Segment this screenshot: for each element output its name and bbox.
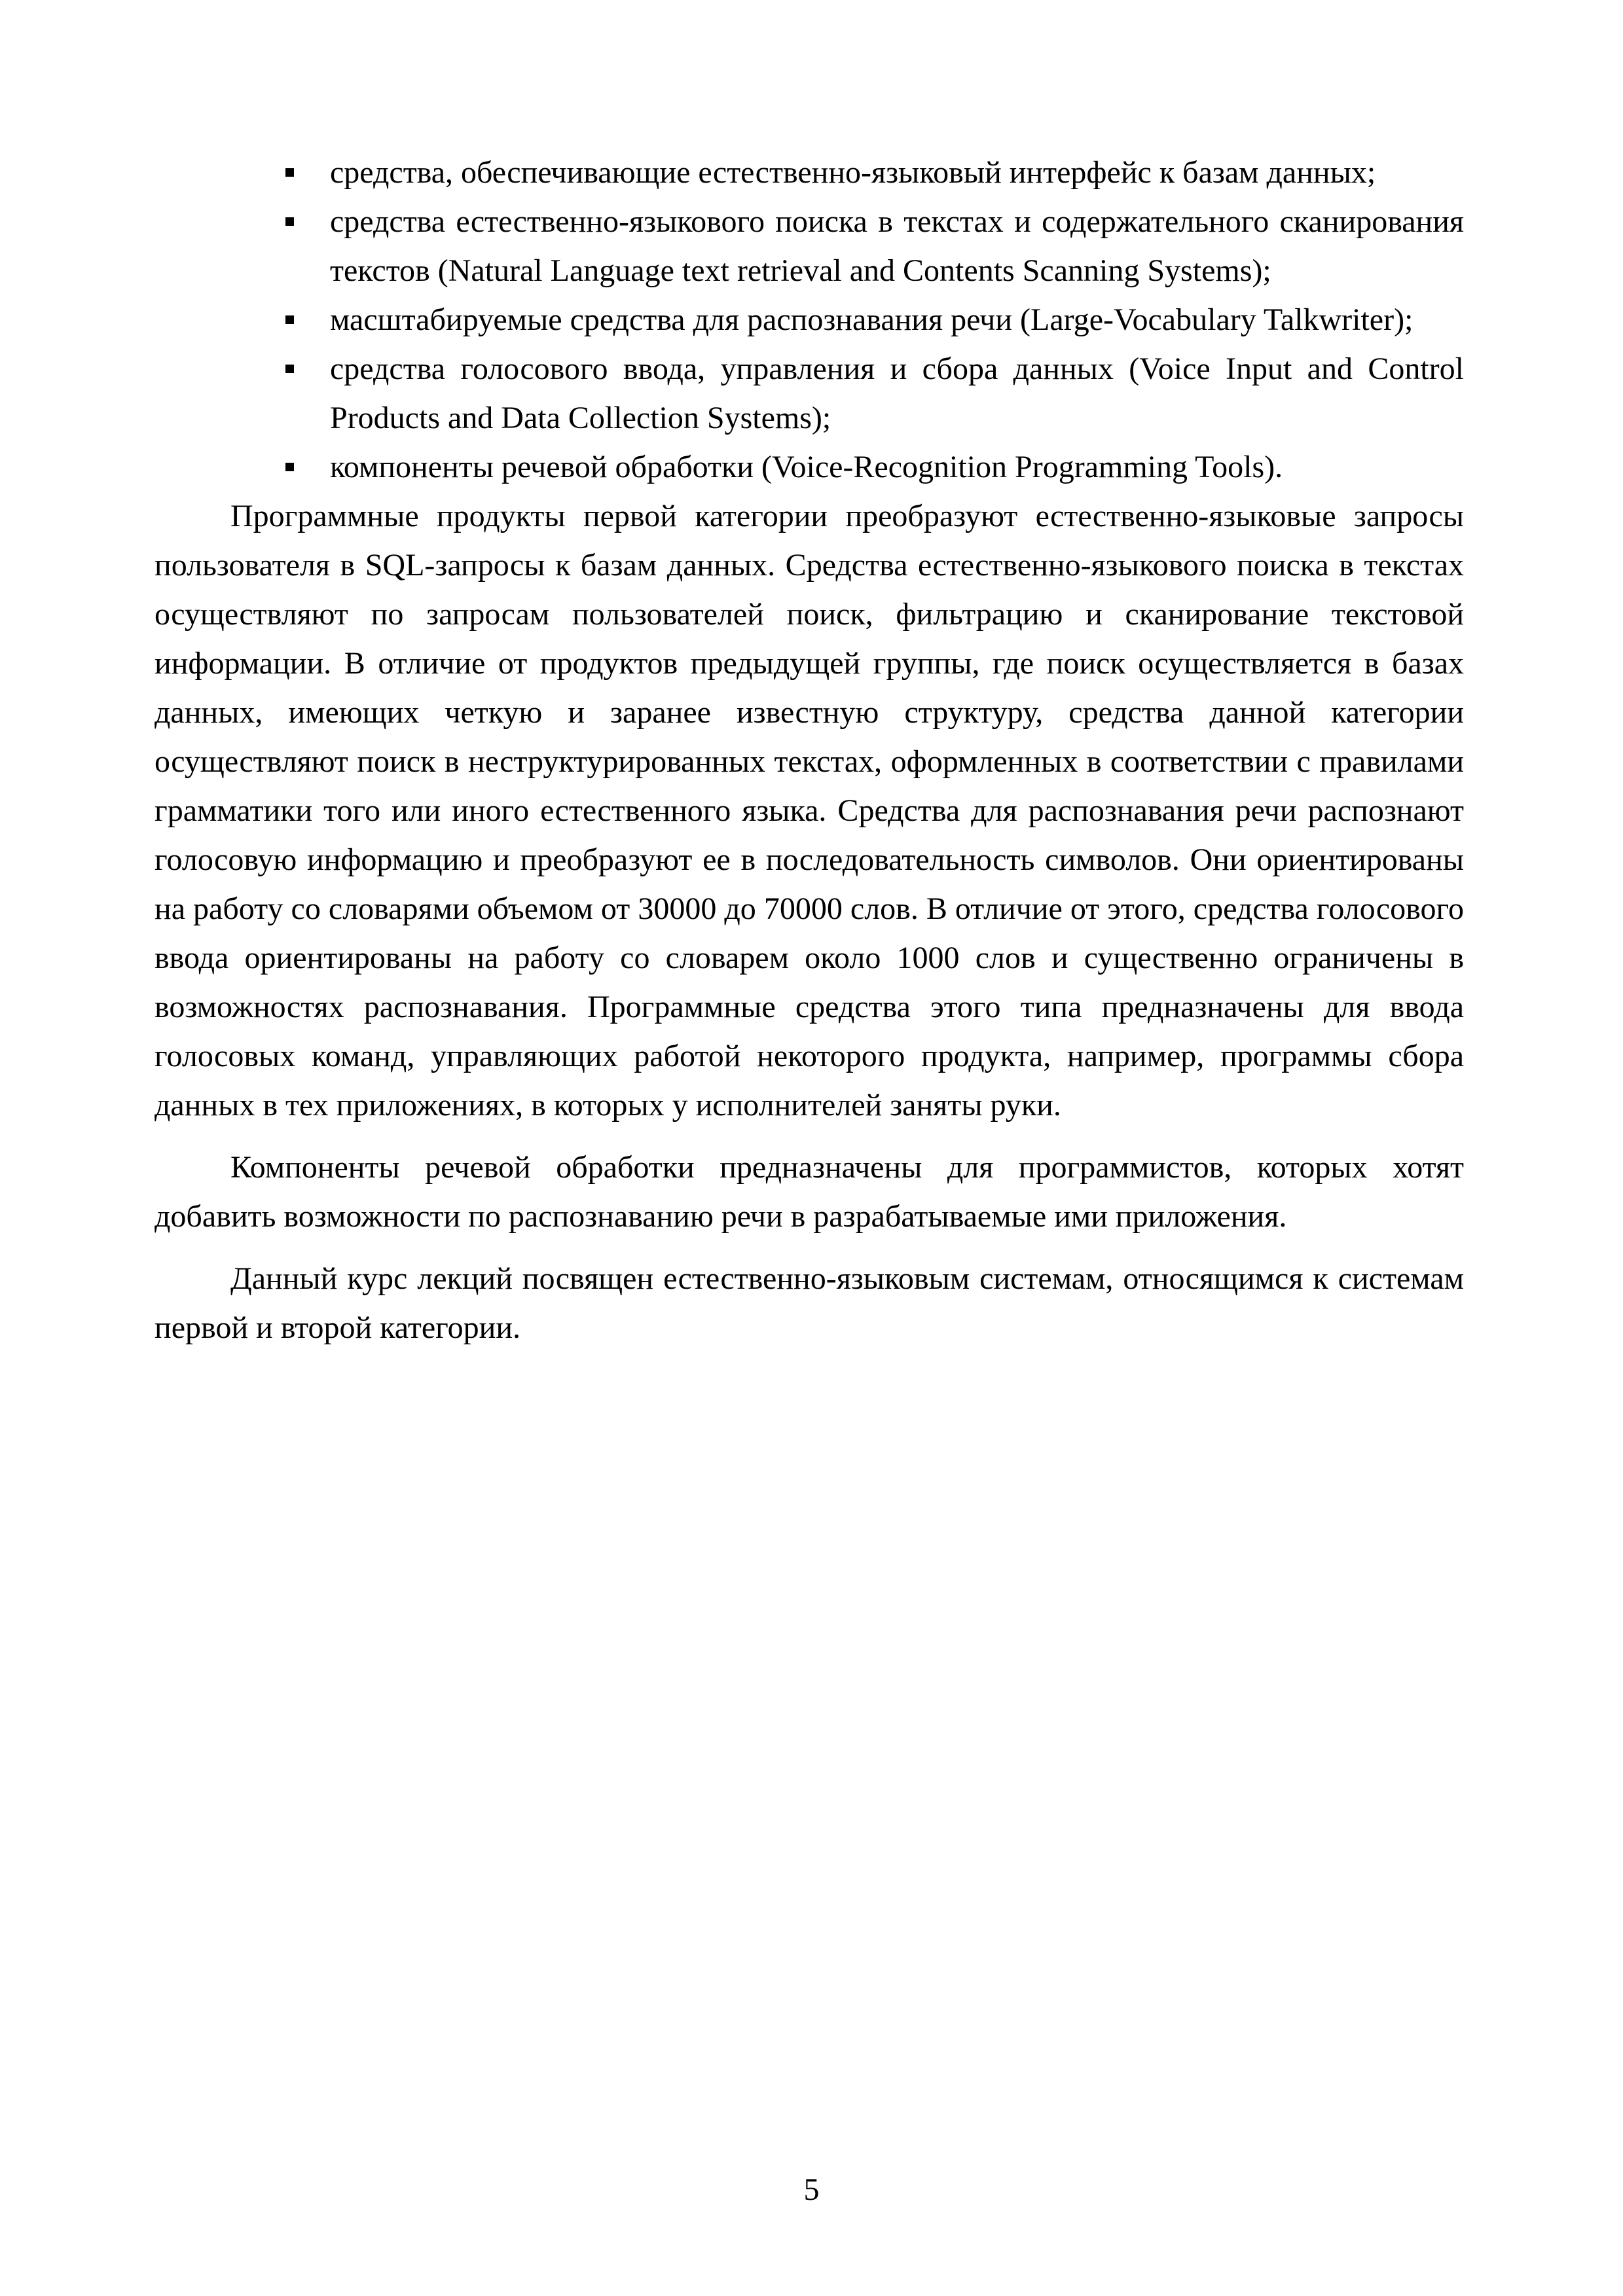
bullet-list <box>155 148 1464 492</box>
bullet-item <box>155 295 1464 344</box>
bullet-item <box>155 148 1464 197</box>
bullet-text: компоненты речевой обработки (Voice-Recognition Programming Tools). <box>330 450 1283 484</box>
bullet-item <box>155 344 1464 442</box>
paragraph-speech-components: Компоненты речевой обработки предназначены для программистов, которых хотят добавить возможности по распознаванию речи в разрабатываемые ими приложения. <box>155 1150 1464 1234</box>
square-bullet-icon <box>285 463 294 471</box>
page-content <box>155 148 1464 1352</box>
page-number: 5 <box>803 2172 820 2207</box>
bullet-text: средства голосового ввода, управления и сбора данных (Voice Input and Control Products and Data Collection Systems); <box>330 351 1464 435</box>
bullet-text: средства естественно-языкового поиска в текстах и содержательного сканирования текстов (Natural Language text retrieval and Contents Scanning Systems); <box>330 204 1464 288</box>
square-bullet-icon <box>285 217 294 226</box>
square-bullet-icon <box>285 365 294 373</box>
paragraph-software-categories: Программные продукты первой категории преобразуют естественно-языковые запросы пользователя в SQL-запросы к базам данных. Средства естественно-языкового поиска в текстах осуществляют по запросам пользователей поиск, фильтрацию и сканирование текстовой информации. В отличие от продуктов предыдущей группы, где поиск осуществляется в базах данных, имеющих четкую и заранее известную структуру, средства данной категории осуществляют поиск в неструктурированных текстах, оформленных в соответствии с правилами грамматики того или иного естественного языка. Средства для распознавания речи распознают голосовую информацию и преобразуют ее в последовательность символов. Они ориентированы на работу со словарями объемом от 30000 до 70000 слов. В отличие от этого, средства голосового ввода ориентированы на работу со словарем около 1000 слов и существенно ограничены в возможностях распознавания. Программные средства этого типа предназначены для ввода голосовых команд, управляющих работой некоторого продукта, например, программы сбора данных в тех приложениях, в которых у исполнителей заняты руки. <box>155 499 1464 1122</box>
bullet-text: средства, обеспечивающие естественно-языковый интерфейс к базам данных; <box>330 155 1376 190</box>
bullet-item <box>155 197 1464 295</box>
square-bullet-icon <box>285 315 294 324</box>
paragraph-course-scope: Данный курс лекций посвящен естественно-языковым системам, относящимся к системам первой и второй категории. <box>155 1261 1464 1345</box>
square-bullet-icon <box>285 168 294 177</box>
bullet-text: масштабируемые средства для распознавания речи (Large-Vocabulary Talkwriter); <box>330 302 1413 337</box>
bullet-item <box>155 442 1464 492</box>
